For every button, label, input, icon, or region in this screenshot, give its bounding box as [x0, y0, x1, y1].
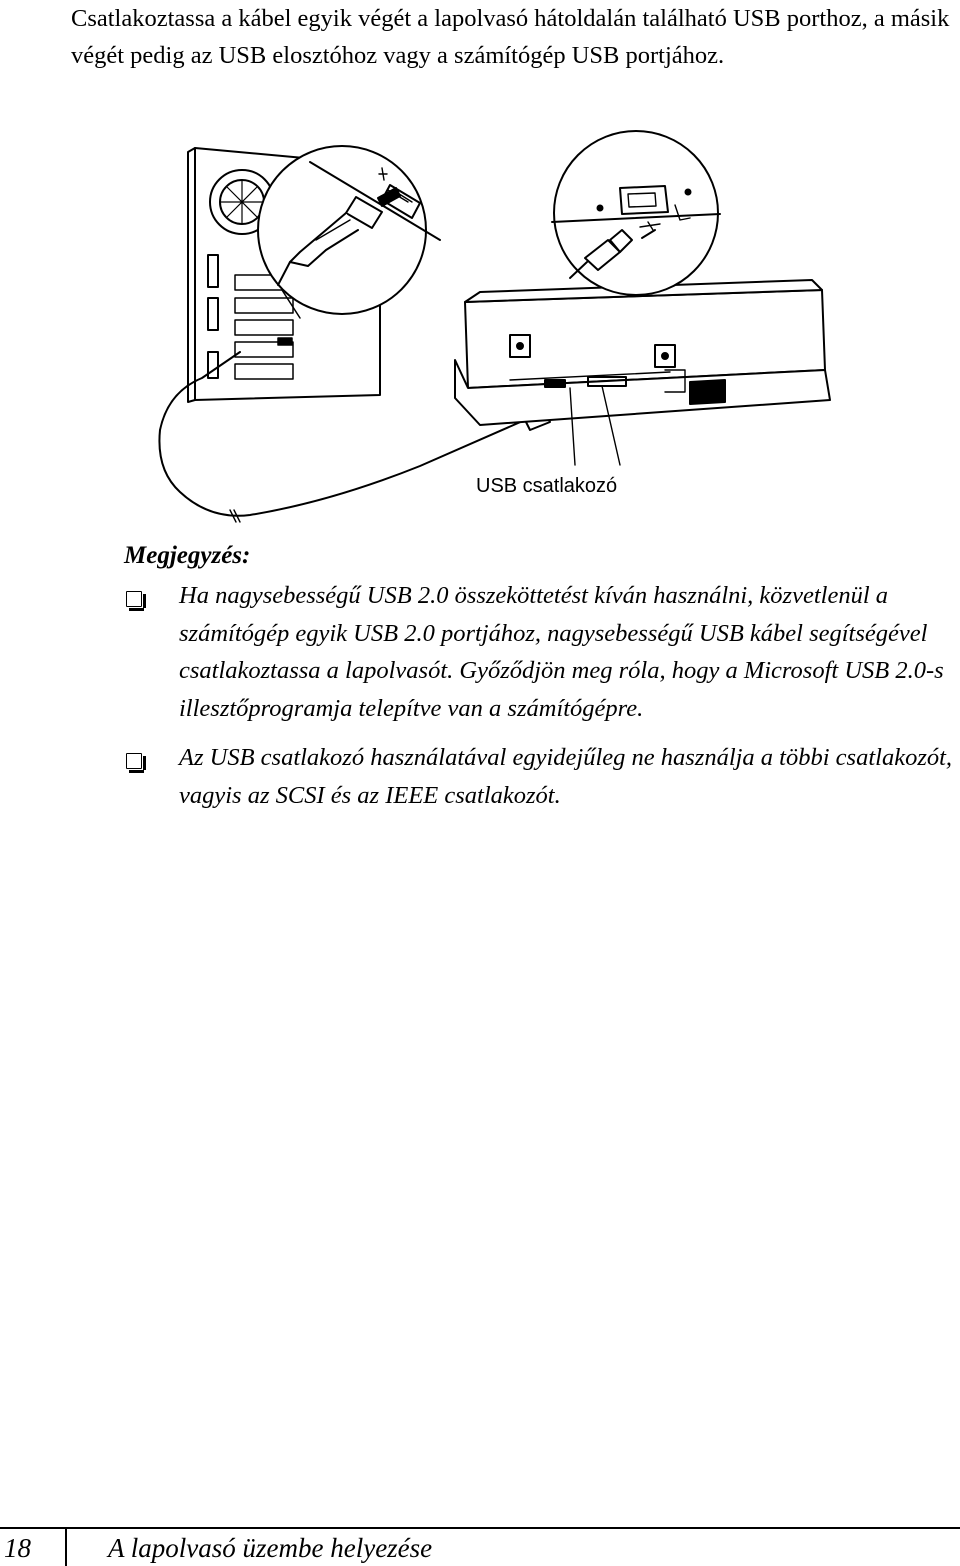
usb-port-zoom-right-icon	[552, 131, 720, 295]
usb-connection-illustration	[150, 130, 840, 530]
intro-paragraph: Csatlakoztassa a kábel egyik végét a lapolvasó hátoldalán található USB porthoz, a másik végét pedig az USB elosztóhoz vagy a számítógép USB portjához.	[71, 5, 950, 69]
note-item	[124, 577, 954, 727]
checkbox-bullet-icon	[126, 591, 142, 607]
usb-connector-label: USB csatlakozó	[476, 475, 618, 497]
running-footer-title: A lapolvasó üzembe helyezése	[108, 1533, 433, 1563]
note-item	[124, 739, 954, 814]
footer-rule	[0, 1527, 960, 1529]
usb-port-zoom-left-icon	[258, 146, 440, 318]
checkbox-bullet-icon	[126, 753, 142, 769]
footer-separator	[65, 1527, 67, 1566]
note-item-text: Ha nagysebességű USB 2.0 összeköttetést kíván használni, közvetlenül a számítógép egyik USB 2.0 portjához, nagysebességű USB kábel segítségével csatlakoztassa a lapolvasót. Győződjön meg róla, hogy a Microsoft USB 2.0-s illesztőprogramja telepítve van a számítógépre.	[179, 582, 944, 722]
scanner-icon	[455, 280, 830, 425]
note-heading: Megjegyzés:	[124, 542, 251, 569]
note-list	[124, 577, 954, 826]
note-item-text: Az USB csatlakozó használatával egyidejűleg ne használja a többi csatlakozót, vagyis az SCSI és az IEEE csatlakozót.	[179, 744, 953, 809]
page-number: 18	[4, 1533, 31, 1563]
